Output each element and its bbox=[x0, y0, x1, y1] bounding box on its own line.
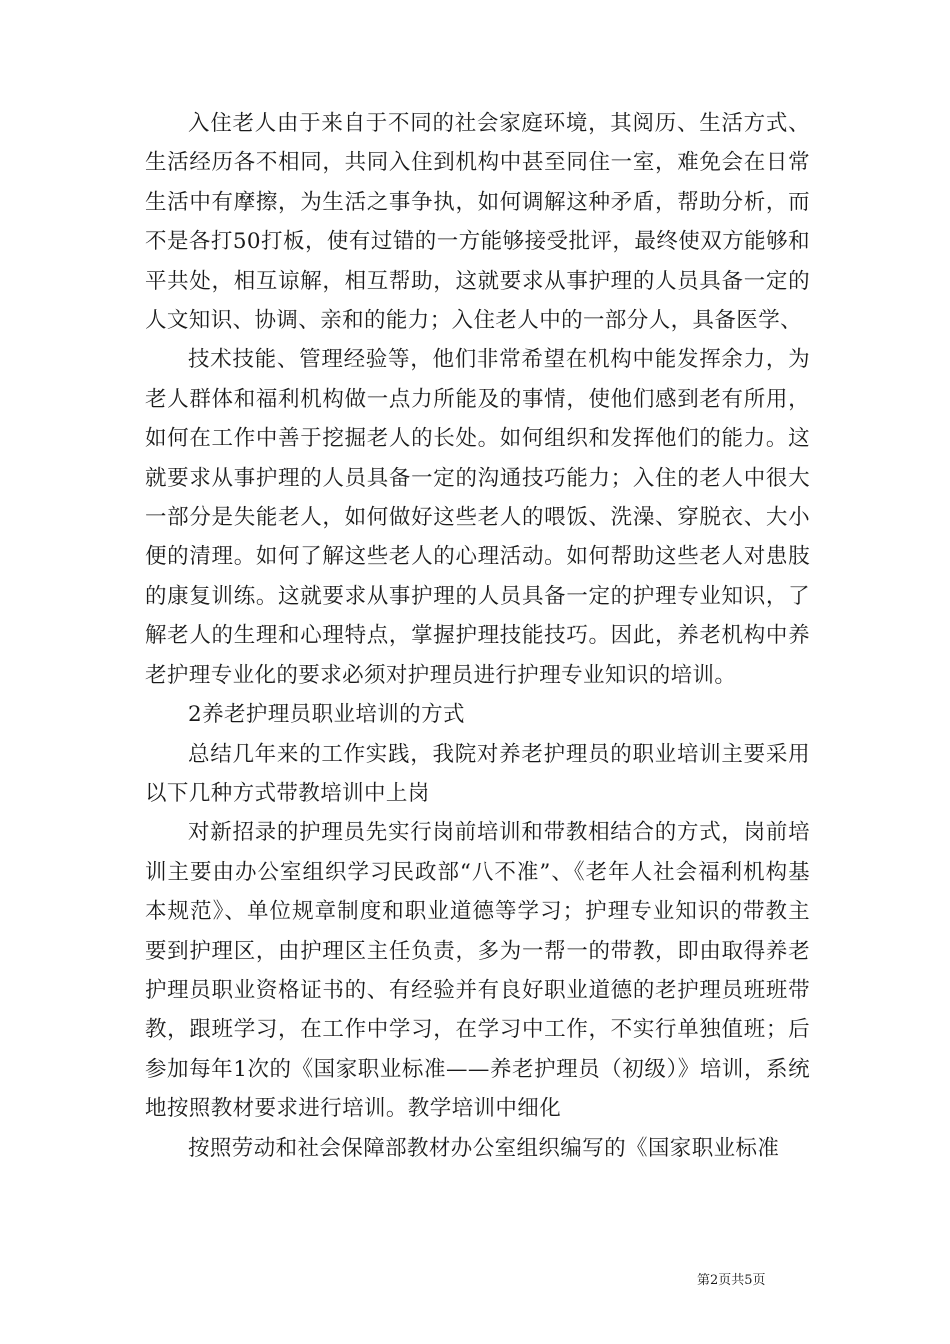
paragraph-1: 入住老人由于来自于不同的社会家庭环境，其阅历、生活方式、生活经历各不相同，共同入住到机构中甚至同住一室，难免会在日常生活中有摩擦，为生活之事争执，如何调解这种矛盾，帮助分析，而不是各打50打板，使有过错的一方能够接受批评，最终使双方能够和平共处，相互谅解，相互帮助，这就要求从事护理的人员具备一定的人文知识、协调、亲和的能力；入住老人中的一部分人，具备医学、 bbox=[145, 111, 810, 334]
paragraph-2: 技术技能、管理经验等，他们非常希望在机构中能发挥余力，为老人群体和福利机构做一点力所能及的事情，使他们感到老有所用，如何在工作中善于挖掘老人的长处。如何组织和发挥他们的能力。这就要求从事护理的人员具备一定的沟通技巧能力；入住的老人中很大一部分是失能老人，如何做好这些老人的喂饭、洗澡、穿脱衣、大小便的清理。如何了解这些老人的心理活动。如何帮助这些老人对患肢的康复训练。这就要求从事护理的人员具备一定的护理专业知识，了解老人的生理和心理特点，掌握护理技能技巧。因此，养老机构中养老护理专业化的要求必须对护理员进行护理专业知识的培训。 bbox=[145, 347, 810, 688]
section-heading: 2养老护理员职业培训的方式 bbox=[188, 702, 465, 728]
page-number: 第2页共5页 bbox=[697, 1273, 766, 1288]
paragraph-4: 对新招录的护理员先实行岗前培训和带教相结合的方式，岗前培训主要由办公室组织学习民政部“八不准”、《老年人社会福利机构基本规范》、单位规章制度和职业道德等学习；护理专业知识的带教主要到护理区，由护理区主任负责，多为一帮一的带教，即由取得养老护理员职业资格证书的、有经验并有良好职业道德的老护理员班班带教，跟班学习，在工作中学习，在学习中工作，不实行单独值班；后参加每年1次的《国家职业标准——养老护理员（初级）》培训，系统地按照教材要求进行培训。教学培训中细化 bbox=[145, 820, 810, 1122]
document-body bbox=[145, 104, 810, 1168]
paragraph-3: 总结几年来的工作实践，我院对养老护理员的职业培训主要采用以下几种方式带教培训中上岗 bbox=[145, 741, 810, 806]
paragraph-5: 按照劳动和社会保障部教材办公室组织编写的《国家职业标准 bbox=[188, 1135, 780, 1161]
